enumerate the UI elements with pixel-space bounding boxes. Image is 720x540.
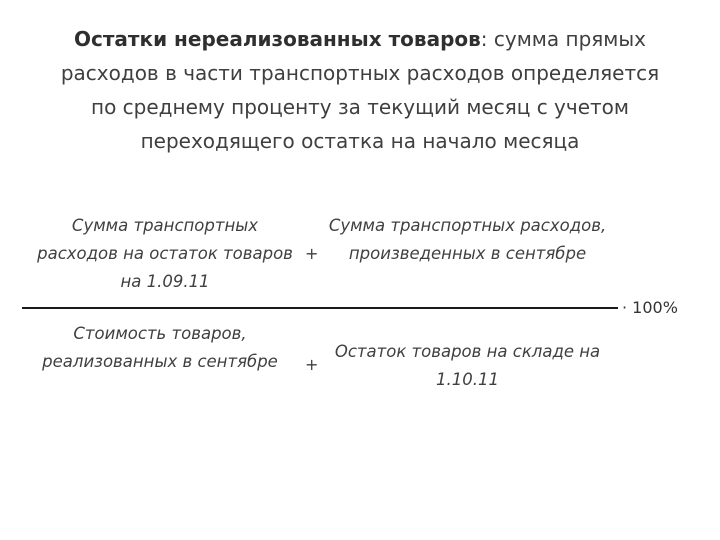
heading-rest: : сумма прямых расходов в части транспортных расходов определяется по среднему проценту за текущий месяц с учетом переходящего остатка на начало месяца	[60, 27, 660, 153]
fraction-line	[22, 307, 618, 309]
denominator-right-term: Остаток товаров на складе на 1.10.11	[334, 342, 601, 389]
numerator-plus-sign: +	[305, 244, 319, 263]
heading-text	[50, 22, 670, 158]
heading-bold: Остатки нереализованных товаров	[73, 27, 481, 51]
multiplier-label: · 100%	[622, 298, 678, 317]
denominator-left-term: Стоимость товаров, реализованных в сентябре	[42, 324, 278, 371]
numerator-right-term: Сумма транспортных расходов, произведенных в сентябре	[328, 216, 607, 263]
denominator-plus-sign: +	[305, 355, 319, 374]
numerator-left-term: Сумма транспортных расходов на остаток товаров на 1.09.11	[37, 216, 293, 291]
